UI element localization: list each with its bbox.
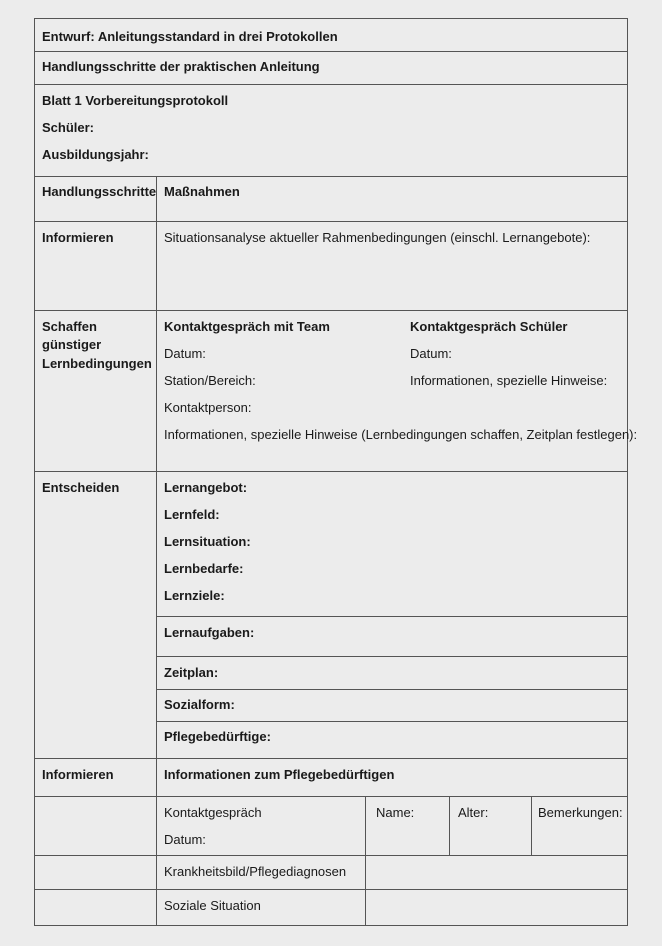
social-situation-label: Soziale Situation (164, 898, 261, 913)
step-label-schaffen: günstiger (42, 337, 102, 352)
column-divider (531, 796, 532, 855)
student-contact-title: Kontaktgespräch Schüler (410, 319, 568, 334)
sozialform-label: Sozialform: (164, 697, 235, 712)
contact-label: Kontaktgespräch (164, 805, 262, 820)
sheet-title: Blatt 1 Vorbereitungsprotokoll (42, 93, 229, 108)
step-label-entscheiden: Entscheiden (42, 480, 120, 495)
info-hints-label: Informationen, spezielle Hinweise (Lernbedingungen schaffen, Zeitplan festlegen): (164, 427, 638, 442)
team-person-label: Kontaktperson: (164, 400, 252, 415)
step-label-schaffen: Lernbedingungen (42, 356, 152, 371)
divider (156, 721, 627, 722)
divider (35, 796, 627, 797)
age-label: Alter: (458, 805, 489, 820)
remarks-label: Bemerkungen: (538, 805, 623, 820)
column-header-steps: Handlungsschritte (42, 184, 157, 199)
divider (156, 689, 627, 690)
lernfeld-label: Lernfeld: (164, 507, 220, 522)
divider (156, 616, 627, 617)
team-date-label: Datum: (164, 346, 206, 361)
pflegebeduerftige-label: Pflegebedürftige: (164, 729, 271, 744)
zeitplan-label: Zeitplan: (164, 665, 219, 680)
patient-info-title: Informationen zum Pflegebedürftigen (164, 767, 395, 782)
protocol-form (34, 18, 638, 926)
divider (35, 471, 627, 472)
name-label: Name: (376, 805, 415, 820)
column-divider (365, 796, 366, 925)
lernangebot-label: Lernangebot: (164, 480, 248, 495)
form-title: Entwurf: Anleitungsstandard in drei Protokollen (42, 29, 338, 44)
step-label-schaffen: Schaffen (42, 319, 97, 334)
column-divider (156, 176, 157, 925)
diagnosis-label: Krankheitsbild/Pflegediagnosen (164, 864, 347, 879)
lernaufgaben-label: Lernaufgaben: (164, 625, 255, 640)
team-station-label: Station/Bereich: (164, 373, 256, 388)
student-info-label: Informationen, spezielle Hinweise: (410, 373, 608, 388)
step-label-informieren-2: Informieren (42, 767, 114, 782)
situation-analysis-label: Situationsanalyse aktueller Rahmenbedingungen (einschl. Lernangebote): (164, 230, 591, 245)
contact-date-label: Datum: (164, 832, 206, 847)
divider (35, 84, 627, 85)
team-contact-title: Kontaktgespräch mit Team (164, 319, 330, 334)
divider (35, 310, 627, 311)
divider (35, 758, 627, 759)
divider (35, 221, 627, 222)
column-header-measures: Maßnahmen (164, 184, 240, 199)
student-date-label: Datum: (410, 346, 452, 361)
year-field-label: Ausbildungsjahr: (42, 147, 149, 162)
divider (156, 656, 627, 657)
column-divider (449, 796, 450, 855)
divider (35, 176, 627, 177)
divider (35, 889, 627, 890)
student-field-label: Schüler: (42, 120, 95, 135)
step-label-informieren: Informieren (42, 230, 114, 245)
divider (35, 855, 627, 856)
form-subtitle: Handlungsschritte der praktischen Anleitung (42, 59, 320, 74)
lernbedarfe-label: Lernbedarfe: (164, 561, 244, 576)
divider (35, 51, 627, 52)
lernsituation-label: Lernsituation: (164, 534, 251, 549)
lernziele-label: Lernziele: (164, 588, 225, 603)
